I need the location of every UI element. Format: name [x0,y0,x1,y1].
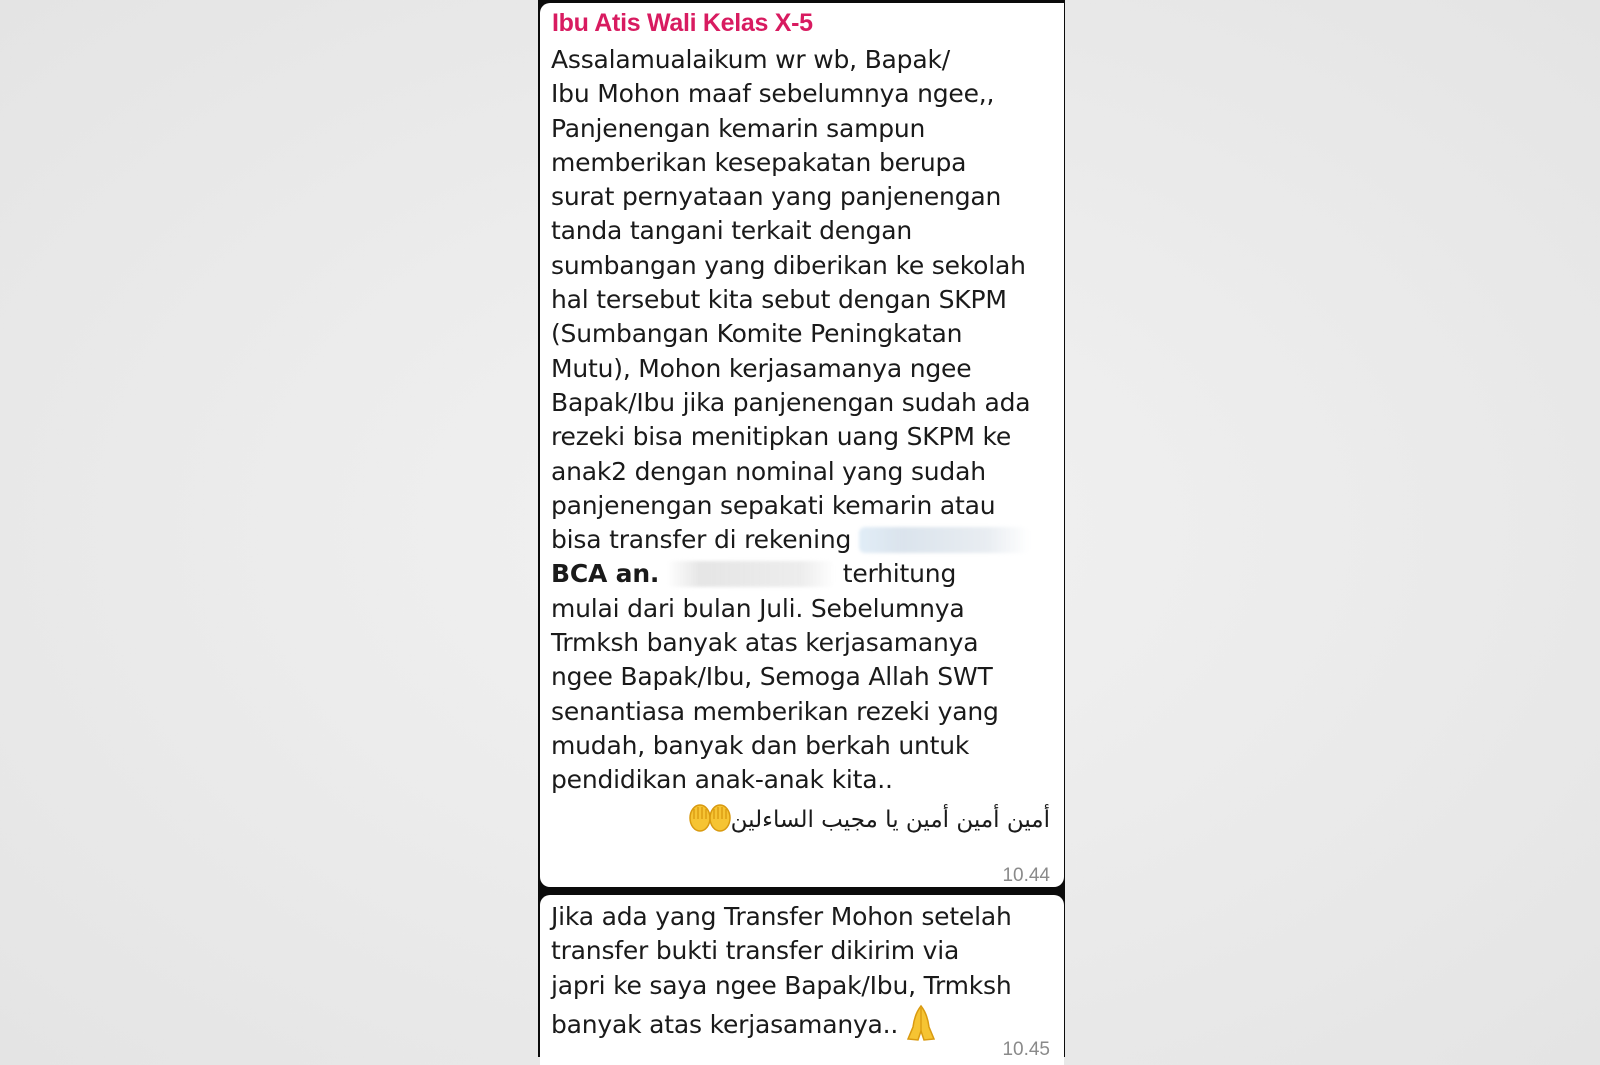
message-line-rekening [551,523,1056,557]
raising-hands-icon [689,803,731,833]
message-timestamp: 10.44 [1002,865,1050,886]
redacted-account-number[interactable] [859,527,1029,553]
message-line: sumbangan yang diberikan ke sekolah [551,250,1026,280]
message-text [551,900,1056,1043]
folded-hands-icon [904,1003,938,1043]
message-bubble[interactable] [540,3,1064,887]
message-line-bca [551,557,1056,591]
message-line: Assalamualaikum wr wb, Bapak/ [551,45,950,74]
arabic-text: أمين أمين أمين يا مجيب الساءلين [730,807,1050,833]
message-bubble[interactable] [540,895,1064,1065]
message-line: Bapak/Ibu jika panjenengan sudah ada [551,387,1031,417]
message-line: terhitung [842,559,957,589]
message-line: ngee Bapak/Ibu, Semoga Allah SWT [551,662,993,692]
message-line: hal tersebut kita sebut dengan SKPM [551,285,1007,315]
message-line: senantiasa memberikan rezeki yang [551,696,999,726]
message-line: Ibu Mohon maaf sebelumnya ngee,, [551,79,995,109]
message-line: surat pernyataan yang panjenengan [551,182,1002,212]
message-line: panjenengan sepakati kemarin atau [551,490,996,520]
message-line: rezeki bisa menitipkan uang SKPM ke [551,422,1012,452]
redacted-account-name [667,561,835,587]
message-line: transfer bukti transfer dikirim via [551,936,960,966]
message-line: Jika ada yang Transfer Mohon setelah [551,902,1012,931]
message-timestamp: 10.45 [1002,1039,1050,1060]
message-text [551,43,1056,798]
message-line: tanda tangani terkait dengan [551,216,913,246]
sender-name[interactable]: Ibu Atis Wali Kelas X-5 [552,9,813,37]
message-line: memberikan kesepakatan berupa [551,147,967,177]
message-line: japri ke saya ngee Bapak/Ibu, Trmksh [551,970,1012,1000]
message-line: mulai dari bulan Juli. Sebelumnya [551,593,965,623]
message-line: mudah, banyak dan berkah untuk [551,730,970,760]
message-line: Mutu), Mohon kerjasamanya ngee [551,353,972,383]
message-line: pendidikan anak-anak kita.. [551,765,893,795]
message-line: Trmksh banyak atas kerjasamanya [551,628,979,658]
message-line: Panjenengan kemarin sampun [551,113,926,143]
arabic-prayer-line [679,803,1050,833]
message-line: bisa transfer di rekening [551,525,852,555]
message-line: anak2 dengan nominal yang sudah [551,456,986,486]
message-line: (Sumbangan Komite Peningkatan [551,319,963,349]
bca-label: BCA an. [551,559,660,589]
message-line: banyak atas kerjasamanya.. [551,1009,899,1039]
message-line-last [551,1003,1056,1043]
